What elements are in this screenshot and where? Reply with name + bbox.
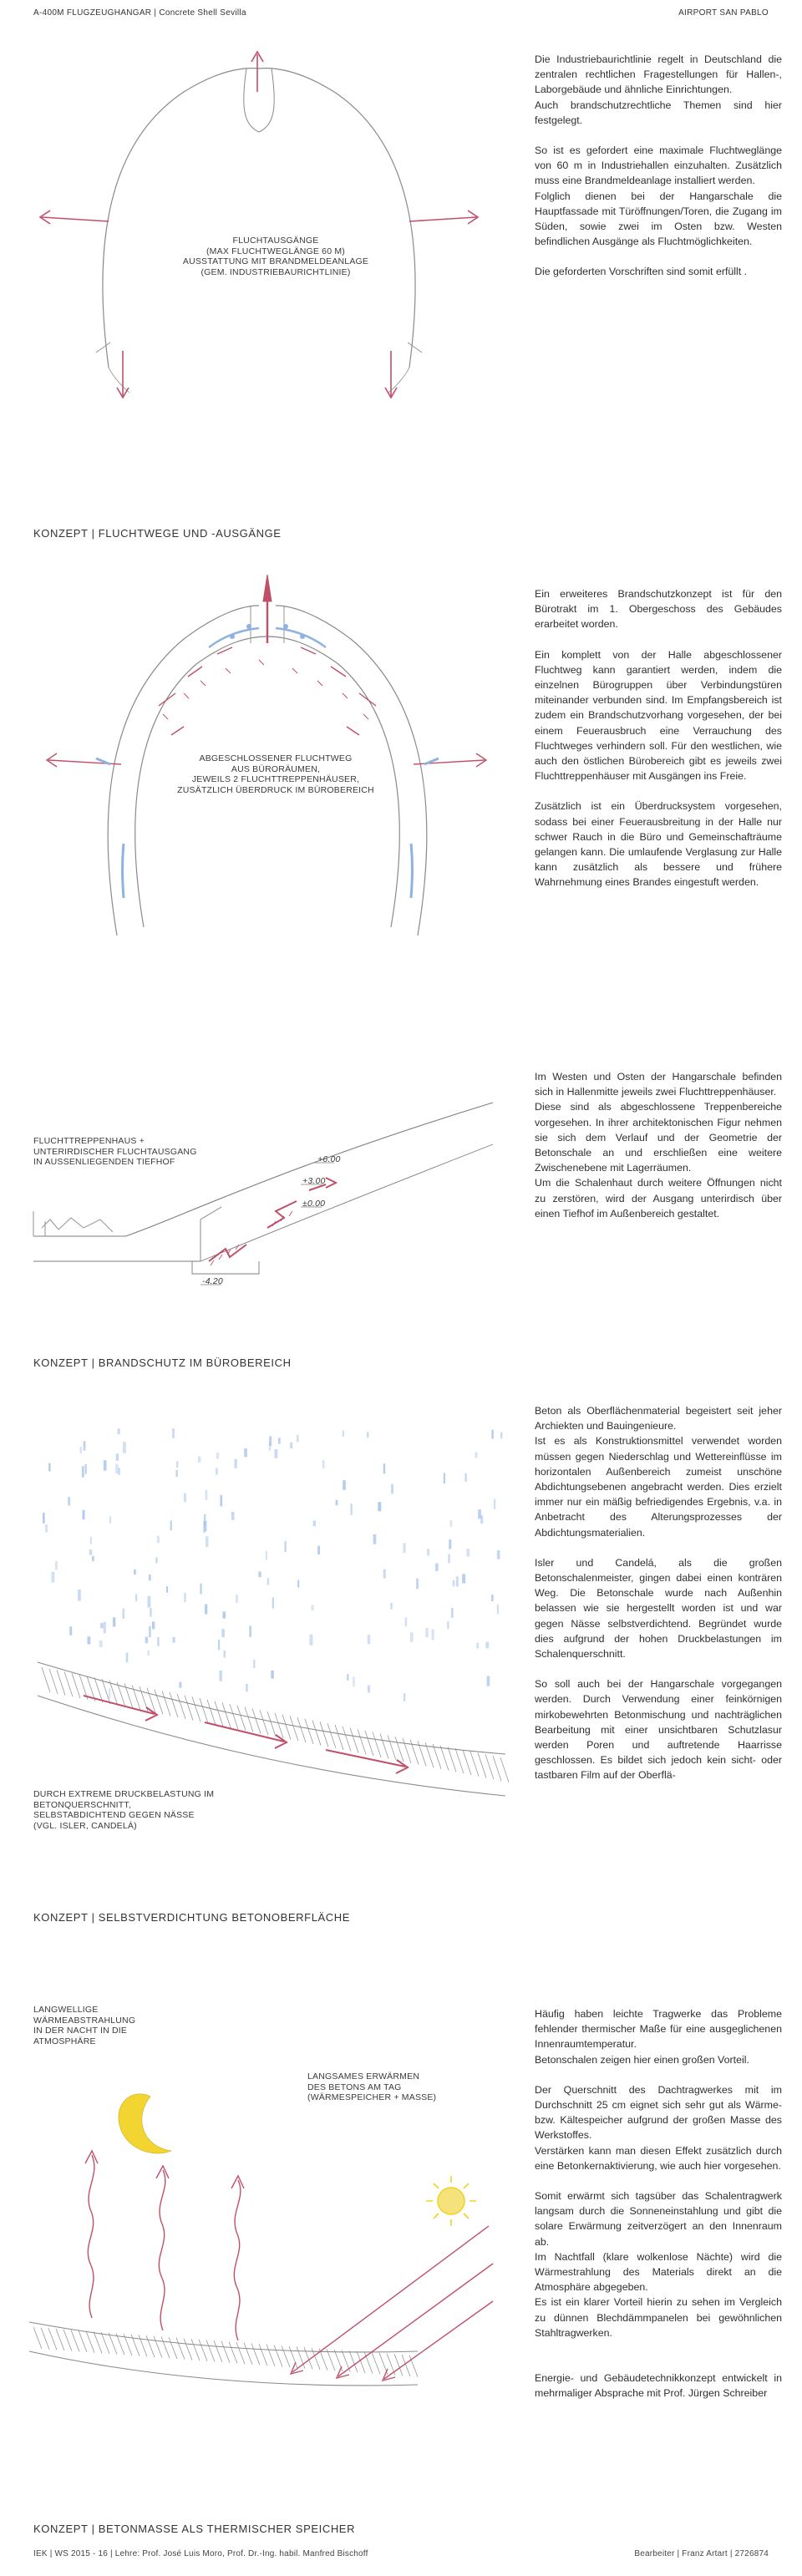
abstrahlung-caption: LANGWELLIGE WÄRMEABSTRAHLUNG IN DER NACHT IN DIE ATMOSPHÄRE [33, 2005, 136, 2046]
raindrop [403, 1543, 405, 1553]
hatch-line [289, 2346, 297, 2368]
hatch-line [455, 1748, 464, 1773]
raindrop [416, 1579, 419, 1590]
raindrop [205, 1605, 207, 1615]
hatch-line [146, 2335, 155, 2357]
hatch-line [185, 1696, 193, 1721]
hatch-line [305, 1719, 313, 1744]
raindrop [444, 1473, 445, 1484]
raindrop [170, 1520, 173, 1530]
raindrop [104, 1622, 106, 1634]
raindrop [410, 1632, 414, 1642]
raindrop [118, 1428, 120, 1434]
raindrop [43, 1513, 45, 1524]
hatch-line [274, 2345, 282, 2367]
selbstverdichtung-caption: DURCH EXTREME DRUCKBELASTUNG IM BETONQUERSCHNITT, SELBSTABDICHTEND GEGEN NÄSSE (VGL. ISLER, CANDELÁ) [33, 1789, 215, 1831]
raindrop [155, 1558, 157, 1564]
raindrop [485, 1642, 489, 1649]
hatch-line [177, 1694, 185, 1719]
hatch-line [358, 1729, 366, 1754]
raindrop [447, 1621, 449, 1629]
fluchtwege-caption: FLUCHTAUSGÄNGE (MAX FLUCHTWEGLÄNGE 60 M) AUSSTATTUNG MIT BRANDMELDEANLAGE (GEM. INDUSTRIEBAURICHTLINIE) [182, 236, 369, 277]
hatch-line [71, 2330, 79, 2351]
erwaermen-caption: LANGSAMES ERWÄRMEN DES BETONS AM TAG (WÄRMESPEICHER + MASSE) [307, 2071, 437, 2102]
raindrop [198, 1457, 200, 1463]
raindrop [347, 1674, 348, 1681]
raindrop [253, 1660, 255, 1668]
raindrop [113, 1617, 115, 1626]
raindrop [90, 1537, 92, 1544]
raindrop [492, 1430, 494, 1439]
hatch-line [320, 1722, 328, 1747]
section-selbstverdichtung [0, 1387, 802, 1938]
header-left: A-400M FLUGZEUGHANGAR | Concrete Shell Sevilla [33, 8, 246, 18]
hatch-line [440, 1746, 449, 1771]
section-title-selbstverdichtung: KONZEPT | SELBSTVERDICHTUNG BETONOBERFLÄCHE [33, 1911, 351, 1924]
hatch-line [42, 1667, 50, 1692]
hatch-line [41, 2328, 49, 2350]
raindrop [149, 1575, 151, 1580]
raindrop [491, 1595, 494, 1601]
hatch-line [500, 1757, 509, 1782]
rain-shell-sketch [25, 1420, 510, 1838]
raindrop [176, 1462, 178, 1468]
raindrop [200, 1584, 202, 1595]
hatch-line [244, 2343, 252, 2365]
raindrop [462, 1574, 465, 1583]
raindrop [69, 1626, 72, 1635]
raindrop [221, 1495, 223, 1506]
hatch-line [245, 1707, 253, 1732]
raindrop [135, 1595, 137, 1602]
hatch-line [373, 1732, 381, 1757]
hatch-line [192, 1696, 200, 1722]
raindrop [269, 1436, 272, 1446]
level-label-600: +6.00 [317, 1154, 341, 1164]
raindrop [456, 1576, 459, 1586]
raindrop [310, 1635, 313, 1645]
moon-icon [119, 2094, 171, 2153]
fluchtwege-text: Die Industriebaurichtlinie regelt in Deutschland die zentralen rechtlichen Fragestellungen für Hallen-, Laborgebäude und ähnliche Einrichtungen. Auch brandschutzrechtliche Themen sind hier festgelegt. So ist es gefordert eine maximale Fluchtweglänge von 60 m in Industriehallen einzuhalten. Zusätzlich muss eine Brandmeldeanlage installiert werden. Folglich dienen bei der Hangarschale die Hauptfassade mit Türöffnungen/Toren, die Zugang im Süden, sowie zwei im Osten bzw. Westen befindlichen Ausgänge als Fluchtmöglichkeiten. Die geforderten Vorschriften sind somit erfüllt . [535, 53, 782, 278]
raindrop [405, 1618, 408, 1627]
raindrop [267, 1579, 269, 1585]
hatch-line [335, 1725, 343, 1750]
raindrop [216, 1468, 218, 1475]
hatch-line [266, 2345, 275, 2366]
raindrop [82, 1466, 84, 1477]
treppenhaus-caption: FLUCHTTREPPENHAUS + UNTERIRDISCHER FLUCHTAUSGANG IN AUSSENLIEGENDEN TIEFHOF [33, 1136, 197, 1167]
raindrop [89, 1549, 93, 1555]
raindrop [297, 1580, 299, 1588]
hatch-line [200, 1698, 208, 1723]
raindrop [126, 1653, 129, 1663]
hatch-line [222, 1702, 231, 1727]
hatch-line [380, 1734, 388, 1759]
hatch-line [57, 1671, 65, 1696]
hatch-line [230, 1704, 238, 1729]
raindrop [275, 1449, 278, 1458]
raindrop [100, 1623, 104, 1628]
hatch-line [493, 1756, 501, 1781]
hatch-line [365, 1731, 373, 1756]
raindrop [231, 1512, 235, 1520]
raindrop [383, 1463, 386, 1473]
raindrop [184, 1493, 186, 1503]
raindrop [116, 1453, 119, 1461]
raindrop [145, 1637, 148, 1644]
hatch-line [221, 2341, 230, 2363]
raindrop [85, 1464, 87, 1474]
raindrop [206, 1536, 208, 1547]
raindrop [351, 1504, 353, 1515]
raindrop [104, 1460, 107, 1471]
raindrop [450, 1520, 453, 1527]
hatch-line [199, 2340, 207, 2361]
raindrop [99, 1640, 103, 1647]
hatch-line [131, 2335, 140, 2356]
raindrop [78, 1590, 81, 1601]
raindrop [157, 1637, 160, 1646]
raindrop [494, 1499, 495, 1509]
raindrop [448, 1554, 450, 1564]
raindrop [123, 1442, 126, 1453]
selbstverdichtung-text: Beton als Oberflächenmaterial begeistert seit jeher Archiekten und Bauingenieure. Ist es als Konstruktionsmittel verwendet worden müssen gegen Niederschlag und Wettereinflüsse im horizontalen Außenbereich zumeist unschöne Abdichtungsebenen angebracht werden. Dies erzielt immer nur ein mäßig befriedigendes Ergebnis, v.a. in Anbetracht des Alterungsprozesses der Abdichtungsmaterialien. Isler und Candelá, als die großen Betonschalenmeister, gingen dabei einen konträren Weg. Die Betonschale wurde nach Außenhin belassen wie sie hergestellt worden ist und war gegen Nässe selbstverdichtend. Begründet wurde dies aufgrund der hohen Druckbelastungen im Schalenquerschnitt. So soll auch bei der Hangarschale vorgegangen werden. Durch Verwendung einer feinkörnigen mirkobewehrten Betonmischung und nachträglichen Bearbeitung mit einer unsichtbaren Schutzlasur werden Poren und auftretende Haarrisse geschlossen. Es bildet sich jedoch kein sicht- oder tastbaren Film auf der Oberflä- [535, 1405, 782, 1782]
hatch-line [162, 1691, 170, 1716]
raindrop [119, 1468, 120, 1475]
footer-left: IEK | WS 2015 - 16 | Lehre: Prof. José Luis Moro, Prof. Dr.-Ing. habil. Manfred Bischoff [33, 2549, 368, 2558]
raindrop [475, 1453, 478, 1458]
hatch-line [101, 2332, 109, 2354]
hatch-line [48, 2328, 57, 2350]
thermischer-speicher-text: Häufig haben leichte Tragwerke das Probleme fehlender thermischer Maße für eine ausgeglichenen Innenraumtemperatur. Betonschalen zeigen hier einen großen Vorteil. Der Querschnitt des Dachtragwerkes mit im Durchschnitt 25 cm eignet sich sehr gut als Wärme- bzw. Kältespeicher aufgrund der großen Masse des Werkstoffes. Verstärken kann man diesen Effekt zusätzlich durch eine Betonkernaktivierung, wie auch hier vorgesehen. Somit erwärmt sich tagsüber das Schalentragwerk langsam durch die Sonneneinstahlung und gibt die solare Erwärmung zeitverzögert an den Innenraum ab. Im Nachtfall (klare wolkenlose Nächte) wird die Wärmestrahlung des Materials direkt an die Atmosphäre abgegeben. Es ist ein klarer Vorteil hierin zu sehen im Vergleich zu dünnen Blechdämmpanelen bei gewöhnlichen Stahltragwerken. Energie- und Gebäudetechnikkonzept entwickelt in mehrmaliger Absprache mit Prof. Jürgen Schreiber [535, 2008, 782, 2400]
raindrop [249, 1625, 251, 1636]
hatch-line [64, 1671, 73, 1696]
raindrop [367, 1432, 369, 1438]
raindrop [236, 1595, 238, 1603]
raindrop [258, 1571, 261, 1577]
raindrop [497, 1605, 499, 1614]
raindrop [109, 1688, 110, 1699]
raindrop [148, 1596, 151, 1608]
raindrop [313, 1520, 316, 1526]
hatch-line [418, 1741, 426, 1766]
raindrop [435, 1564, 439, 1571]
section-title-thermischer-speicher: KONZEPT | BETONMASSE ALS THERMISCHER SPEICHER [33, 2523, 356, 2535]
raindrop [449, 1539, 451, 1549]
hatch-line [343, 1727, 351, 1752]
raindrop [88, 1636, 91, 1644]
hatch-line [251, 2344, 260, 2366]
stair-section-sketch [25, 1094, 501, 1311]
raindrop [166, 1586, 168, 1593]
hatch-line [290, 1716, 298, 1741]
hatch-line [237, 1706, 246, 1731]
hatch-line [410, 1740, 419, 1765]
raindrop [206, 1490, 208, 1500]
hatch-line [282, 2345, 290, 2367]
raindrop [184, 1593, 185, 1602]
raindrop [172, 1637, 175, 1643]
raindrop [432, 1629, 434, 1640]
hatch-line [206, 2340, 215, 2362]
raindrop [223, 1612, 226, 1619]
hatch-line [297, 1717, 306, 1742]
raindrop [278, 1438, 281, 1444]
raindrop [467, 1549, 470, 1557]
hatch-line [184, 2339, 192, 2360]
raindrop [317, 1546, 320, 1554]
hatch-line [191, 2339, 200, 2360]
hatch-line [327, 1723, 336, 1748]
section-thermischer-speicher [0, 1988, 802, 2539]
hatch-line [63, 2330, 72, 2351]
raindrop [478, 1509, 481, 1519]
raindrop [179, 1682, 181, 1688]
raindrop [497, 1550, 500, 1559]
raindrop [312, 1605, 314, 1611]
hatch-line [229, 2342, 237, 2364]
hatch-line [72, 1673, 80, 1698]
raindrop [271, 1671, 273, 1679]
hatch-line [349, 2350, 358, 2372]
hatch-line [132, 1685, 140, 1710]
buero-fluchtweg-text: Ein erweiteres Brandschutzkonzept ist für den Bürotrakt im 1. Obergeschoss des Gebäudes erarbeitet worden. Ein komplett von der Halle abgeschlossener Fluchtweg kann garantiert werden, indem die einzelnen Bürogruppen über Verbindungstüren miteinander verbunden sind. Im Empfangsbereich ist zudem ein Brandschutzvorhang vorgesehen, der bei einem Feuerausbruch eine Verrauchung des Fluchtweges verhindern soll. Für den westlichen, wie auch den östlichen Bürobereich gibt es jeweils zwei Fluchttreppenhäuser mit Ausgängen ins Freie. Zusätzlich ist ein Überdrucksystem vorgesehen, sodass bei einer Feuerausbreitung in der Halle nur schwer Rauch in die Büro und Gemeinschafträume gelangen kann. Die umlaufende Verglasung zur Halle kann zusätzlich als bessere und frühere Wahrnehmung eines Brandes eingestuft werden. [535, 588, 782, 889]
raindrop [150, 1608, 151, 1617]
raindrop [266, 1551, 267, 1560]
raindrop [246, 1684, 247, 1691]
hatch-line [86, 2331, 94, 2353]
hatch-line [312, 2348, 320, 2370]
hatch-line [448, 1747, 456, 1772]
raindrop [115, 1464, 119, 1473]
raindrop [218, 1640, 220, 1650]
brandschutz-text: Im Westen und Osten der Hangarschale befinden sich in Hallenmitte jeweils zwei Fluchttreppenhäuser. Diese sind als abgeschlossene Treppenbereiche vorgesehen. In ihrer architektonischen Figur nehmen sie sich dem Verlauf und der Geometrie der Betonschale an und erschließen eine weitere Zwischenebene mit Lagerräumen. Um die Schalenhaut durch weitere Öffnungen nicht zu zerstören, wird der Ausgang unterirdisch über einen Tiefhof im Außenbereich gestaltet. [535, 1071, 782, 1220]
level-label-000: ±0.00 [302, 1199, 326, 1209]
raindrop [45, 1524, 48, 1533]
footer-right: Bearbeiter | Franz Artart | 2726874 [634, 2549, 769, 2558]
hatch-line [139, 2335, 147, 2356]
raindrop [172, 1428, 175, 1438]
hatch-line [394, 2354, 403, 2376]
raindrop [48, 1463, 51, 1472]
hatch-line [372, 2352, 380, 2374]
raindrop [84, 1441, 86, 1450]
raindrop [157, 1536, 160, 1544]
raindrop [451, 1608, 454, 1618]
raindrop [427, 1549, 429, 1555]
header-right: AIRPORT SAN PABLO [678, 8, 769, 18]
raindrop [52, 1572, 55, 1583]
hatch-line [56, 2329, 64, 2350]
raindrop [353, 1676, 354, 1686]
hatch-line [176, 2338, 185, 2360]
raindrop [244, 1448, 247, 1457]
raindrop [373, 1534, 377, 1544]
raindrop [235, 1459, 237, 1468]
sun-icon [426, 2176, 476, 2226]
raindrop [147, 1651, 149, 1656]
hatch-line [350, 1728, 358, 1753]
section-title-brandschutz: KONZEPT | BRANDSCHUTZ IM BÜROBEREICH [33, 1356, 292, 1369]
hatch-line [485, 1754, 494, 1779]
hatch-line [33, 2327, 42, 2349]
hatch-line [169, 2337, 177, 2359]
raindrop [83, 1510, 85, 1519]
raindrop [272, 1597, 274, 1608]
section-buero-fluchtweg [0, 568, 802, 1002]
hatch-line [260, 1710, 268, 1735]
raindrop [390, 1603, 392, 1610]
raindrop [500, 1433, 502, 1439]
raindrop [453, 1580, 454, 1586]
raindrop [343, 1480, 346, 1490]
raindrop [368, 1635, 371, 1645]
hatch-line [161, 2336, 170, 2358]
raindrop [336, 1500, 338, 1506]
hatch-line [388, 1735, 396, 1760]
raindrop [391, 1484, 393, 1494]
thermal-mass-sketch [17, 2021, 501, 2439]
hatch-line [395, 1737, 404, 1762]
raindrop [176, 1470, 178, 1477]
hatch-line [478, 1753, 486, 1778]
raindrop [216, 1453, 219, 1459]
raindrop [134, 1569, 136, 1575]
raindrop [290, 1443, 292, 1448]
raindrop [123, 1609, 125, 1619]
hatch-line [312, 1721, 321, 1746]
raindrop [55, 1561, 58, 1569]
raindrop [221, 1629, 225, 1637]
hatch-line [297, 2347, 305, 2369]
hatch-line [154, 2336, 162, 2358]
hatch-line [207, 1700, 216, 1725]
hatch-line [470, 1752, 479, 1777]
raindrop [80, 1447, 82, 1453]
hatch-line [259, 2344, 267, 2366]
raindrop [404, 1693, 405, 1701]
hatch-line [94, 2331, 102, 2353]
hatch-line [49, 1669, 58, 1694]
hatch-line [124, 1683, 133, 1708]
raindrop [149, 1626, 151, 1637]
hatch-line [236, 2342, 245, 2364]
hatch-line [252, 1709, 261, 1734]
raindrop [109, 1516, 111, 1524]
raindrop [285, 1541, 287, 1552]
raindrop [487, 1676, 490, 1686]
hatch-line [155, 1690, 163, 1715]
hatch-line [214, 2340, 222, 2362]
raindrop [476, 1643, 479, 1649]
raindrop [152, 1621, 155, 1629]
hatch-line [215, 1701, 223, 1727]
hatch-line [170, 1692, 178, 1717]
raindrop [368, 1686, 370, 1693]
section-fluchtwege [0, 0, 802, 551]
raindrop [464, 1473, 466, 1482]
buero-caption: ABGESCHLOSSENER FLUCHTWEG AUS BÜRORÄUMEN, JEWEILS 2 FLUCHTTREPPENHÄUSER, ZUSÄTZLICH ÜBERDRUCK IM BÜROBEREICH [177, 753, 374, 795]
raindrop [204, 1521, 207, 1532]
hatch-line [267, 1711, 276, 1737]
level-label-300: +3.00 [302, 1176, 326, 1186]
raindrop [68, 1497, 70, 1505]
level-label-420: -4.20 [202, 1276, 223, 1286]
raindrop [343, 1431, 344, 1438]
section-brandschutz [0, 1036, 802, 1387]
hatch-line [403, 1738, 411, 1763]
raindrop [297, 1435, 299, 1443]
hatch-line [463, 1750, 471, 1775]
raindrop [92, 1556, 94, 1561]
raindrop [425, 1628, 428, 1637]
raindrop [224, 1651, 226, 1658]
hatch-line [79, 2330, 87, 2352]
raindrop [219, 1671, 221, 1681]
raindrop [322, 1460, 325, 1468]
hatch-line [282, 1715, 291, 1740]
raindrop [383, 1569, 386, 1579]
raindrop [378, 1502, 381, 1511]
section-title-fluchtwege: KONZEPT | FLUCHTWEGE UND -AUSGÄNGE [33, 527, 282, 540]
